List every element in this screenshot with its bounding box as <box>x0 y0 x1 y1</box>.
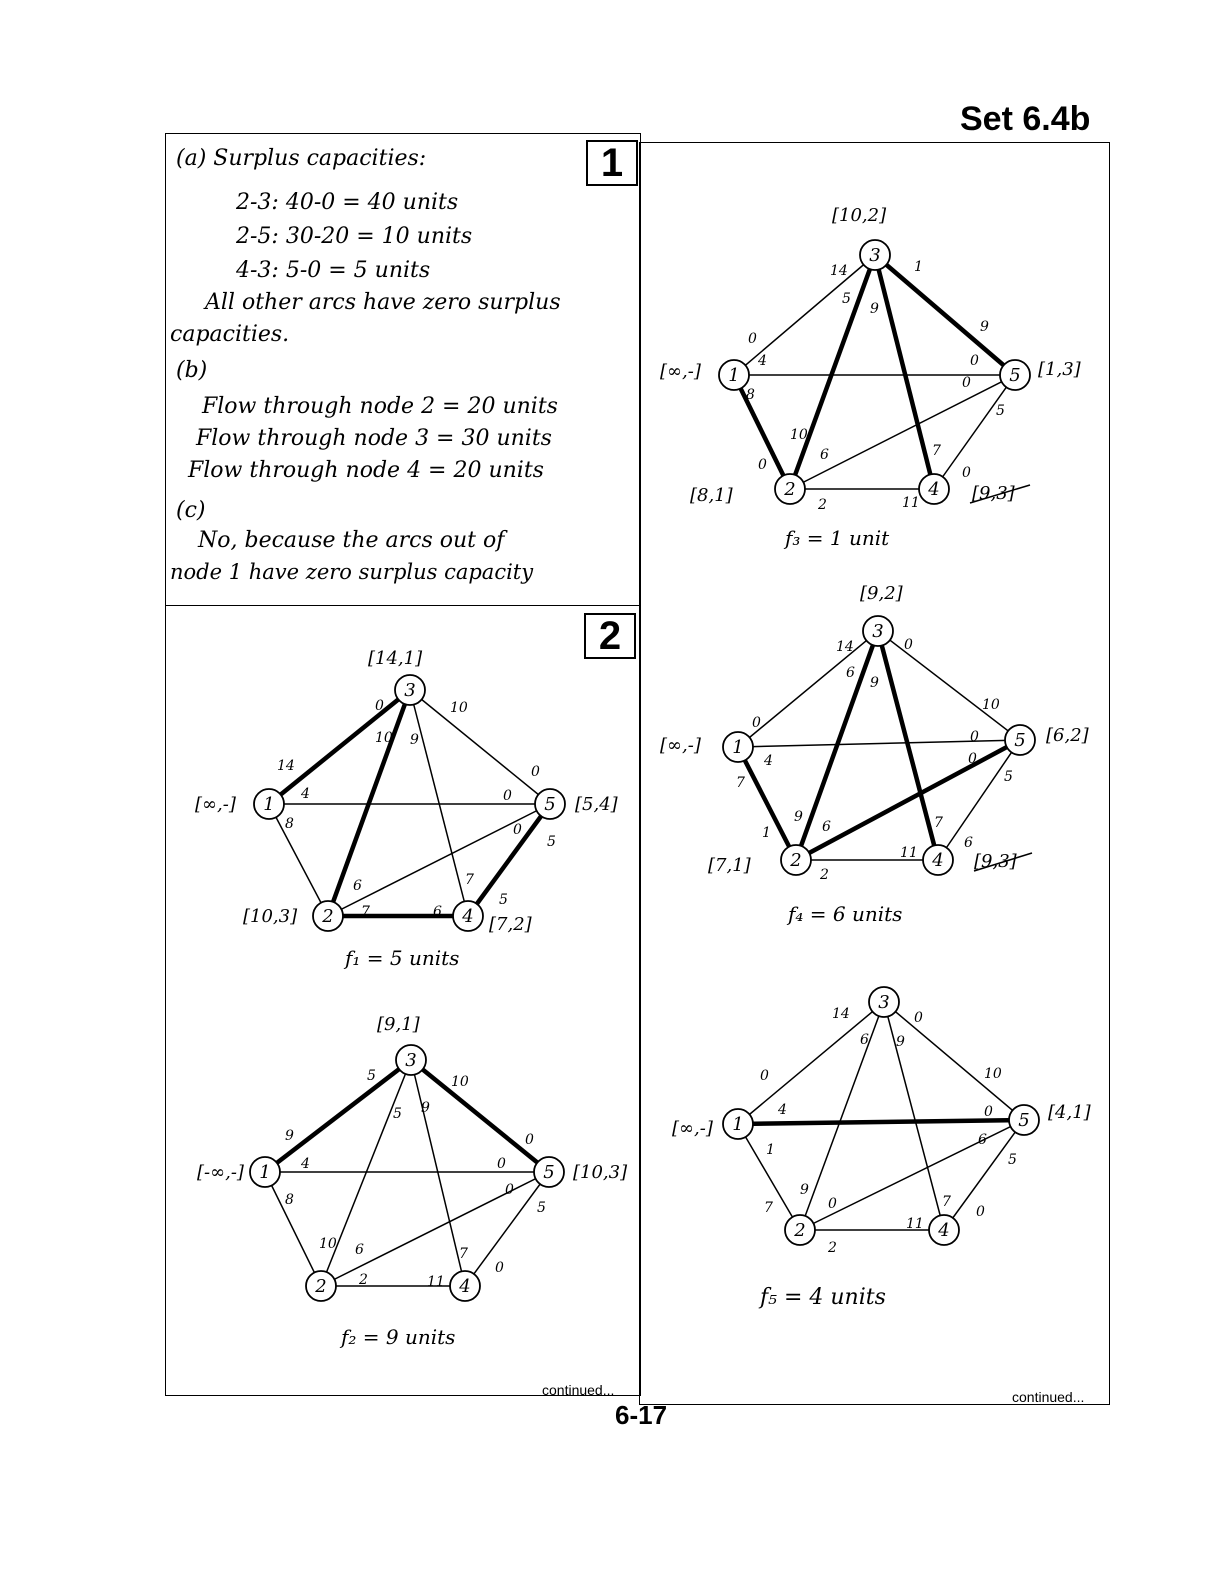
arc-number: 5 <box>1008 1152 1017 1168</box>
arc-number: 4 <box>764 753 773 769</box>
surplus-line-3: 4-3: 5-0 = 5 units <box>236 258 431 283</box>
arc-number: 2 <box>818 497 827 513</box>
node-tag: [4,1] <box>1048 1102 1091 1123</box>
arc-number: 0 <box>970 729 979 745</box>
arc-number: 8 <box>285 816 294 832</box>
graph-caption: f₁ = 5 units <box>345 946 460 970</box>
arc-number: 0 <box>503 788 512 804</box>
part-a-note-1: All other arcs have zero surplus <box>205 290 561 315</box>
page-number: 6-17 <box>615 1400 668 1430</box>
node-label: 3 <box>872 621 884 642</box>
arc-number: 9 <box>410 732 419 748</box>
surplus-line-1: 2-3: 40-0 = 40 units <box>236 190 459 215</box>
arc-number: 5 <box>547 834 556 850</box>
node-label: 5 <box>1014 730 1026 751</box>
node-tag: [∞,-] <box>195 794 236 815</box>
node-tag: [8,1] <box>690 485 733 506</box>
arc-number: 7 <box>361 904 370 920</box>
arc-number: 5 <box>393 1106 402 1122</box>
arc-number: 10 <box>984 1066 1002 1082</box>
network-graph-f3 <box>640 195 1110 555</box>
network-graph-f2 <box>165 1000 641 1360</box>
problem1-badge: 1 <box>586 140 638 186</box>
arc-number: 6 <box>353 878 362 894</box>
node-label: 2 <box>315 1276 327 1297</box>
arc-number: 0 <box>962 375 971 391</box>
arc-number: 0 <box>760 1068 769 1084</box>
arc-number: 10 <box>982 697 1000 713</box>
graph-caption: f₅ = 4 units <box>760 1285 886 1310</box>
arc-number: 9 <box>980 319 989 335</box>
arc-number: 9 <box>870 675 879 691</box>
arc-number: 10 <box>790 427 808 443</box>
arc-number: 4 <box>778 1102 787 1118</box>
node-tag: [6,2] <box>1046 725 1089 746</box>
node-tag: [9,2] <box>860 583 903 604</box>
node-label: 4 <box>928 479 940 500</box>
arc-number: 7 <box>934 815 943 831</box>
node-label: 5 <box>1009 365 1021 386</box>
arc-number: 0 <box>505 1182 514 1198</box>
node-tag: [10,2] <box>832 205 887 226</box>
graph-caption: f₃ = 1 unit <box>785 526 890 550</box>
arc-number: 9 <box>800 1182 809 1198</box>
arc-number: 0 <box>752 715 761 731</box>
arc-number: 2 <box>820 867 829 883</box>
arc-number: 7 <box>465 872 474 888</box>
surplus-line-2: 2-5: 30-20 = 10 units <box>236 224 473 249</box>
problem1-divider <box>165 605 641 606</box>
arc-number: 9 <box>421 1100 430 1116</box>
arc-number: 14 <box>830 263 848 279</box>
arc-number: 1 <box>766 1142 775 1158</box>
arc-number: 1 <box>914 259 923 275</box>
arc-number: 8 <box>285 1192 294 1208</box>
node-tag: [9,3] <box>972 483 1015 504</box>
arc-number: 0 <box>375 698 384 714</box>
arc-number: 5 <box>996 403 1005 419</box>
arc-number: 9 <box>794 809 803 825</box>
arc-number: 5 <box>842 291 851 307</box>
part-a-heading: (a) Surplus capacities: <box>176 146 427 171</box>
arc-number: 5 <box>1004 769 1013 785</box>
flow-line-2: Flow through node 3 = 30 units <box>196 426 552 451</box>
node-label: 4 <box>459 1276 471 1297</box>
node-label: 1 <box>728 365 740 386</box>
node-tag: [10,3] <box>573 1162 628 1183</box>
network-graph-f5 <box>640 980 1110 1320</box>
arc-number: 7 <box>942 1194 951 1210</box>
part-b-heading: (b) <box>176 358 208 383</box>
arc-number: 0 <box>758 457 767 473</box>
problem2-badge: 2 <box>584 613 636 659</box>
arc-number: 2 <box>828 1240 837 1256</box>
arc-number: 6 <box>978 1132 987 1148</box>
arc-number: 7 <box>932 443 941 459</box>
part-a-note-2: capacities. <box>170 322 290 347</box>
node-label: 4 <box>462 906 474 927</box>
node-label: 1 <box>732 1114 744 1135</box>
continued-note-right: continued... <box>1012 1389 1085 1405</box>
arc-number: 7 <box>459 1246 468 1262</box>
arc-number: 0 <box>962 465 971 481</box>
node-tag: [1,3] <box>1038 359 1081 380</box>
graph-caption: f₂ = 9 units <box>341 1325 456 1349</box>
arc-number: 6 <box>822 819 831 835</box>
node-tag: [5,4] <box>575 794 618 815</box>
arc-number: 2 <box>359 1272 368 1288</box>
arc-number: 11 <box>906 1216 924 1232</box>
node-tag: [14,1] <box>368 648 423 669</box>
node-label: 3 <box>869 245 881 266</box>
node-tag: [∞,-] <box>660 361 701 382</box>
arc-number: 0 <box>748 331 757 347</box>
arc-number: 8 <box>746 387 755 403</box>
node-label: 4 <box>932 850 944 871</box>
node-label: 3 <box>404 680 416 701</box>
node-tag: [9,3] <box>974 851 1017 872</box>
arc-number: 14 <box>832 1006 850 1022</box>
node-label: 3 <box>405 1050 417 1071</box>
node-label: 1 <box>263 794 275 815</box>
part-c-heading: (c) <box>176 498 206 523</box>
node-label: 5 <box>543 1162 555 1183</box>
arc-number: 7 <box>764 1200 773 1216</box>
set-title: Set 6.4b <box>960 100 1091 138</box>
arc-number: 14 <box>836 639 854 655</box>
arc-number: 0 <box>525 1132 534 1148</box>
node-tag: [9,1] <box>377 1014 420 1035</box>
arc-number: 11 <box>900 845 918 861</box>
arc-number: 5 <box>367 1068 376 1084</box>
arc-number: 0 <box>914 1010 923 1026</box>
arc-number: 4 <box>301 786 310 802</box>
node-tag: [-∞,-] <box>197 1162 244 1183</box>
arc-number: 7 <box>736 775 745 791</box>
arc-number: 0 <box>984 1104 993 1120</box>
network-graph-f1 <box>165 620 641 980</box>
node-label: 5 <box>544 794 556 815</box>
arc-number: 11 <box>902 495 920 511</box>
arc-number: 10 <box>451 1074 469 1090</box>
node-label: 2 <box>794 1220 806 1241</box>
continued-note-left: continued... <box>542 1382 615 1398</box>
node-label: 2 <box>790 850 802 871</box>
part-c-line-1: No, because the arcs out of <box>198 528 505 553</box>
arc-number: 6 <box>846 665 855 681</box>
arc-number: 9 <box>870 301 879 317</box>
arc-number: 0 <box>970 353 979 369</box>
arc-number: 9 <box>285 1128 294 1144</box>
node-tag: [7,1] <box>708 855 751 876</box>
part-c-line-2: node 1 have zero surplus capacity <box>170 560 534 584</box>
arc-number: 0 <box>531 764 540 780</box>
arc-number: 6 <box>820 447 829 463</box>
arc-number: 6 <box>860 1032 869 1048</box>
flow-line-3: Flow through node 4 = 20 units <box>188 458 544 483</box>
arc-number: 9 <box>896 1034 905 1050</box>
arc-number: 0 <box>497 1156 506 1172</box>
node-label: 1 <box>732 737 744 758</box>
arc-number: 0 <box>976 1204 985 1220</box>
arc-number: 6 <box>433 904 442 920</box>
node-label: 2 <box>784 479 796 500</box>
node-label: 3 <box>878 992 890 1013</box>
arc-number: 0 <box>495 1260 504 1276</box>
arc-number: 4 <box>301 1156 310 1172</box>
node-label: 4 <box>938 1220 950 1241</box>
arc-number: 10 <box>450 700 468 716</box>
arc-number: 6 <box>964 835 973 851</box>
graph-caption: f₄ = 6 units <box>788 902 903 926</box>
arc-number: 5 <box>499 892 508 908</box>
arc-number: 4 <box>758 353 767 369</box>
node-label: 5 <box>1018 1110 1030 1131</box>
arc-number: 0 <box>968 751 977 767</box>
node-tag: [10,3] <box>243 906 298 927</box>
node-label: 1 <box>259 1162 271 1183</box>
node-label: 2 <box>322 906 334 927</box>
arc-number: 10 <box>319 1236 337 1252</box>
arc-number: 10 <box>375 730 393 746</box>
arc-number: 11 <box>427 1274 445 1290</box>
arc-number: 5 <box>537 1200 546 1216</box>
node-tag: [7,2] <box>489 914 532 935</box>
arc-number: 6 <box>355 1242 364 1258</box>
node-tag: [∞,-] <box>672 1118 713 1139</box>
arc-number: 0 <box>904 637 913 653</box>
arc-number: 14 <box>277 758 295 774</box>
flow-line-1: Flow through node 2 = 20 units <box>202 394 558 419</box>
arc-number: 1 <box>762 825 771 841</box>
node-tag: [∞,-] <box>660 735 701 756</box>
arc-number: 0 <box>828 1196 837 1212</box>
network-graph-f4 <box>640 575 1110 935</box>
arc-number: 0 <box>513 822 522 838</box>
